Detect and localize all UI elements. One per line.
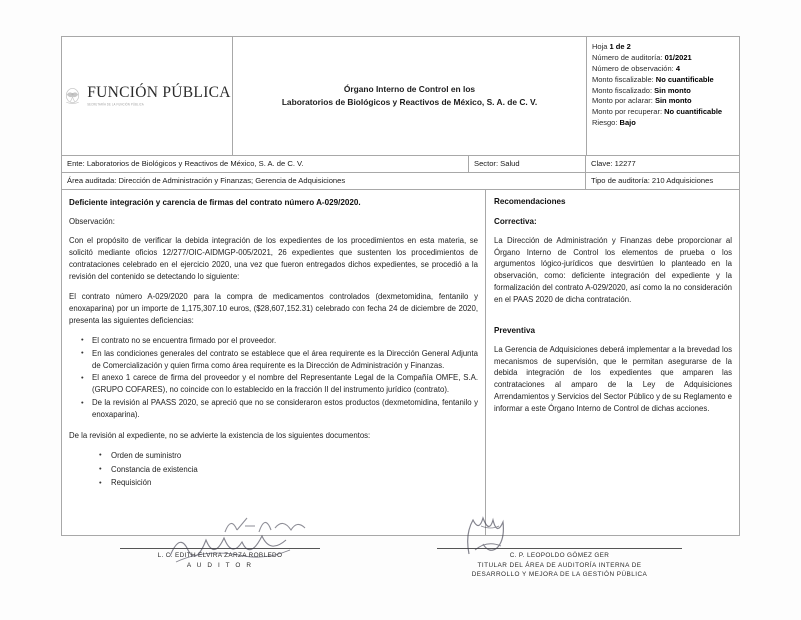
mexican-coat-of-arms-icon [63,86,82,107]
meta-monto-aclarar [592,96,735,107]
titular-role-line-1: TITULAR DEL ÁREA DE AUDITORÍA INTERNA DE [477,561,642,569]
meta-monto-fiscalizado-value: Sin monto [654,85,691,95]
missing-documents-intro: De la revisión al expediente, no se advierte la existencia de los siguientes documentos: [69,430,371,440]
header-metadata-cell [587,37,739,155]
header-title-cell [233,37,587,155]
meta-numero-auditoria [592,53,735,64]
recommendations-heading: Recomendaciones [494,196,566,206]
document-body [61,190,740,536]
logo-title: FUNCIÓN PÚBLICA [87,84,231,102]
meta-monto-aclarar-value: Sin monto [654,96,692,106]
meta-monto-fiscalizado-label: Monto fiscalizado: [592,85,653,95]
signature-block [61,548,740,580]
auditor-name: L. C. EDITH ELVIRA ZARZA ROBLEDO [157,552,283,559]
meta-numero-observacion-label: Número de observación: [592,63,674,73]
info-row-entity [61,156,740,173]
meta-monto-aclarar-label: Monto por aclarar: [592,96,653,106]
meta-monto-recuperar-value: No cuantificable [664,107,723,117]
meta-numero-auditoria-label: Número de auditoría: [592,52,663,62]
info-row-area [61,173,740,190]
meta-riesgo-value: Bajo [619,118,636,128]
observation-paragraph-2: El contrato número A-029/2020 para la compra de medicamentos controlados (dexmetomidina, fentanilo y enoxaparina) por un importe de 1,175,307.10 euros, ($28,607,152.31) celebrado con fecha 24 de diciembre de 2020, presenta las siguientes deficiencias: [69,292,478,326]
logo-subtitle: SECRETARÍA DE LA FUNCIÓN PÚBLICA [87,102,144,107]
meta-riesgo-label: Riesgo: [592,118,618,128]
audit-observation-sheet [61,36,740,536]
titular-name: C. P. LEOPOLDO GÓMEZ GER [509,552,610,559]
observation-column [62,190,486,535]
meta-monto-fiscalizable [592,75,735,86]
meta-hoja [592,42,735,53]
signature-auditor [61,548,379,580]
list-item: • Orden de suministro [111,450,478,462]
header-logo-cell [62,37,233,155]
meta-monto-recuperar [592,107,735,118]
preventive-label: Preventiva [494,325,535,335]
field-clave: Clave: 12277 [591,159,636,168]
field-area-auditada: Área auditada: Dirección de Administración y Finanzas; Gerencia de Adquisiciones [62,173,586,189]
corrective-text: La Dirección de Administración y Finanzas debe proporcionar al Órgano Interno de Control los elementos de prueba o los argumentos lógico-jurídicos que desvirtúen lo planteado en la observación, como: deficiente integración del expediente y la formalización del contrato A-029/2020, así como la no consideración en el PAAS 2020 de dicha contratación. [494,235,732,304]
meta-numero-auditoria-value: 01/2021 [664,52,692,62]
observation-label: Observación: [69,217,115,227]
recommendations-column [486,190,739,535]
auditor-role: A U D I T O R [186,561,254,569]
list-item: • De la revisión al PAASS 2020, se apreció que no se consideraron estos productos (dexmetomidina, fentanilo y enoxaparina). [92,397,478,421]
preventive-text: La Gerencia de Adquisiciones deberá implementar a la brevedad los mecanismos de supervisión, que le permitan asegurarse de la debida integración de los expedientes que amparen las contrataciones al amparo de la Ley de Adquisiciones Arrendamientos y Servicios del Sector Público y de su Reglamento e informar a este Órgano Interno de Control de dichas acciones. [494,344,732,413]
document-header [61,36,740,156]
signature-line [120,548,320,549]
meta-monto-fiscalizable-value: No cuantificable [655,74,714,84]
meta-numero-observacion-value: 4 [675,63,680,73]
signature-line [437,548,682,549]
oic-title-line-1: Órgano Interno de Control en los [343,83,476,94]
observation-heading: Deficiente integración y carencia de firmas del contrato número A-029/2020. [69,197,361,207]
oic-title-line-2: Laboratorios de Biológicos y Reactivos de México, S. A. de C. V. [281,97,538,107]
field-ente: Ente: Laboratorios de Biológicos y Reactivos de México, S. A. de C. V. [62,156,469,172]
meta-numero-observacion [592,64,735,75]
list-item: • En las condiciones generales del contrato se establece que el área requirente es la Dirección General Adjunta de Comercialización y quien firma como área requirente es la Dirección de Administración y Finanzas. [92,348,478,372]
list-item: • El contrato no se encuentra firmado por el proveedor. [92,335,478,347]
meta-monto-recuperar-label: Monto por recuperar: [592,107,663,117]
deficiency-list [69,335,478,421]
missing-documents-list [69,450,478,490]
titular-role-line-2: DESARROLLO Y MEJORA DE LA GESTIÓN PÚBLICA [471,571,648,579]
field-sector: Sector: Salud [469,156,586,172]
meta-hoja-value: 1 de 2 [609,42,631,51]
list-item: • El anexo 1 carece de firma del proveedor y el nombre del Representante Legal de la Compañía OMFE, S.A. (GRUPO COFARES), no coincide con lo establecido en la fracción II del instrumento jurídico (contrato). [92,372,478,396]
meta-riesgo [592,118,735,129]
observation-paragraph-1: Con el propósito de verificar la debida integración de los expedientes de los procedimientos en esta materia, se solicitó mediante oficios 12/277/OIC-AIDMGP-005/2021, 26 expedientes que sustenten los procedimientos de contrataciones celebrado en el ejercicio 2020, una vez que fueron entregados dichos expedientes, se procedió a la revisión del contenido se detectando lo siguiente: [69,236,478,281]
meta-monto-fiscalizable-label: Monto fiscalizable: [592,74,654,84]
corrective-label: Correctiva: [494,216,537,226]
list-item: • Requisición [111,477,478,489]
meta-hoja-label: Hoja [592,42,608,51]
list-item: • Constancia de existencia [111,464,478,476]
field-tipo-auditoria: Tipo de auditoría: 210 Adquisiciones [591,175,714,185]
signature-titular [379,548,740,580]
meta-monto-fiscalizado [592,86,735,97]
